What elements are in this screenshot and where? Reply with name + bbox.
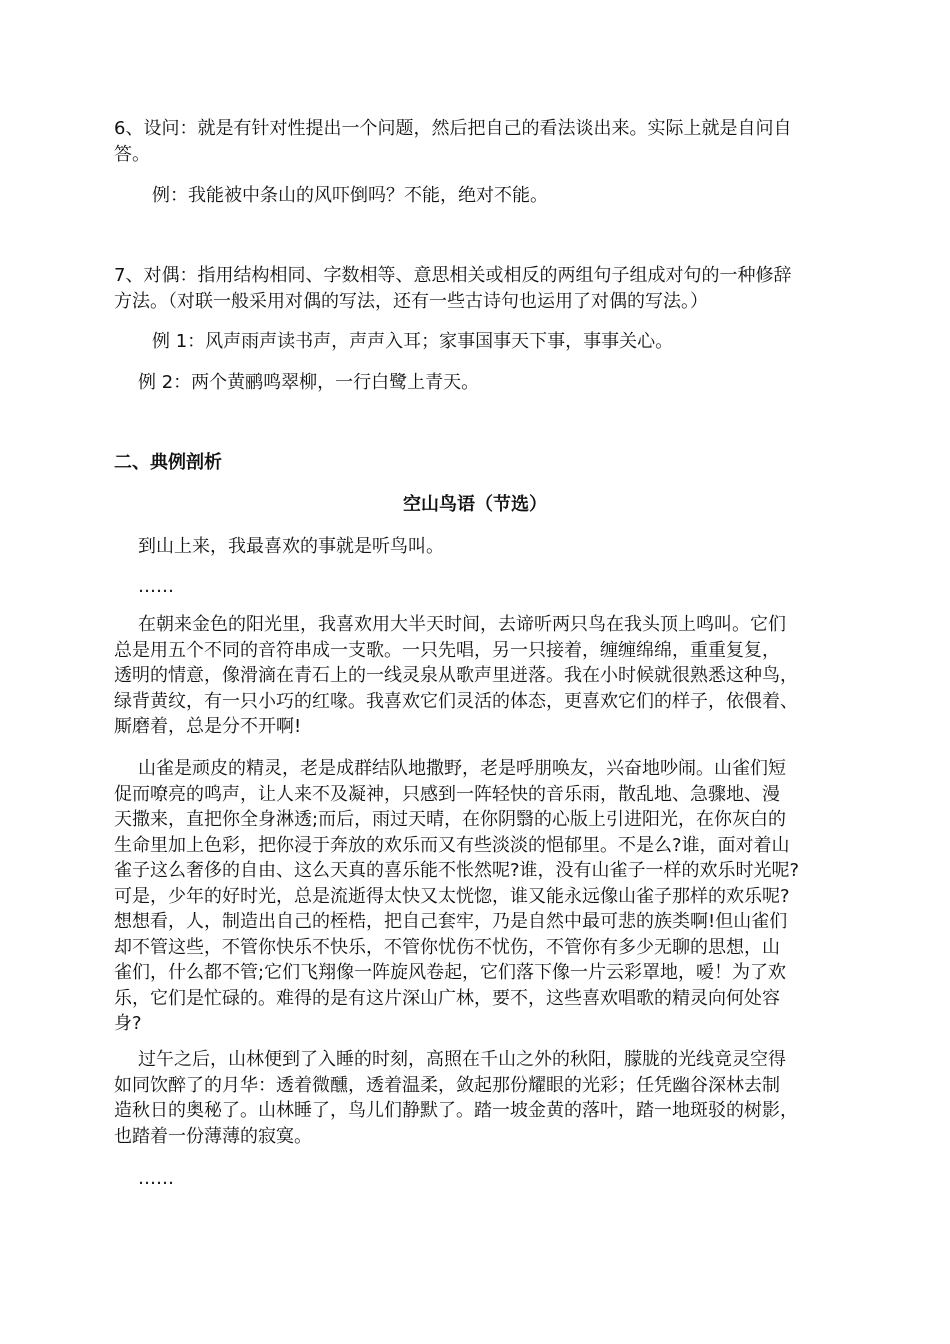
paragraph-1-line: 在朝来金色的阳光里，我喜欢用大半天时间，去谛听两只鸟在我头顶上鸣叫。它们	[138, 614, 786, 635]
item-6-line-2: 答。	[114, 143, 150, 165]
item-6-line-1: 6、设问：就是有针对性提出一个问题，然后把自己的看法谈出来。实际上就是自问自	[114, 118, 792, 139]
paragraph-2	[114, 756, 836, 1037]
paragraph-1-line: 总是用五个不同的音符串成一支歌。一只先唱，另一只接着，缠缠绵绵，重重复复，	[114, 639, 780, 661]
ellipsis-top: ……	[138, 576, 174, 597]
paragraph-3	[114, 1047, 836, 1149]
paragraph-2-line: 天撒来，直把你全身淋透;而后，雨过天晴，在你阴翳的心版上引进阳光，在你灰白的	[114, 809, 787, 830]
item-7-line-2: 方法。（对联一般采用对偶的写法，还有一些古诗句也运用了对偶的写法。）	[114, 290, 708, 312]
paragraph-1	[114, 612, 836, 740]
article-title: 空山鸟语（节选）	[403, 494, 547, 515]
section-heading: 二、典例剖析	[114, 452, 222, 473]
paragraph-3-line: 造秋日的奥秘了。山林睡了，鸟儿们静默了。踏一坡金黄的落叶，踏一地斑驳的树影，	[114, 1100, 798, 1121]
paragraph-2-line: 雀子这么奢侈的自由、这么天真的喜乐能不怅然呢?谁，没有山雀子一样的欢乐时光呢?	[114, 860, 800, 881]
paragraph-3-line: 过午之后，山林便到了入睡的时刻，高照在千山之外的秋阳，朦胧的光线竟灵空得	[138, 1049, 786, 1070]
item-7-example-2: 例 2：两个黄鹂鸣翠柳，一行白鹭上青天。	[138, 372, 480, 393]
item-6-example: 例：我能被中条山的风吓倒吗？不能，绝对不能。	[152, 185, 548, 206]
paragraph-2-line: 可是，少年的好时光，总是流逝得太快又太恍惚，谁又能永远像山雀子那样的欢乐呢?	[114, 885, 790, 907]
paragraph-2-line: 生命里加上色彩，把你浸于奔放的欢乐而又有些淡淡的悒郁里。不是么?谁，面对着山	[114, 834, 790, 856]
item-6-definition	[114, 116, 836, 167]
paragraph-2-line: 想想看，人，制造出自己的桎梏，把自己套牢，乃是自然中最可悲的族类啊!但山雀们	[114, 911, 788, 932]
ellipsis-bottom: ……	[138, 1168, 174, 1189]
item-7-example-1: 例 1：风声雨声读书声，声声入耳；家事国事天下事，事事关心。	[152, 331, 674, 352]
intro-paragraph: 到山上来，我最喜欢的事就是听鸟叫。	[138, 536, 444, 557]
paragraph-2-line: 乐，它们是忙碌的。难得的是有这片深山广林，要不，这些喜欢唱歌的精灵向何处容	[114, 987, 780, 1009]
paragraph-3-line: 如同饮醉了的月华：透着微醺，透着温柔，敛起那份耀眼的光彩；任凭幽谷深林去制	[114, 1074, 780, 1096]
paragraph-2-line: 却不管这些，不管你快乐不快乐，不管你忧伤不忧伤，不管你有多少无聊的思想，山	[114, 936, 780, 958]
item-7-definition	[114, 263, 836, 314]
paragraph-1-line: 厮磨着，总是分不开啊!	[114, 716, 302, 737]
item-7-line-1: 7、对偶：指用结构相同、字数相等、意思相关或相反的两组句子组成对句的一种修辞	[114, 265, 792, 286]
paragraph-2-line: 身?	[114, 1013, 142, 1034]
paragraph-2-line: 雀们，什么都不管;它们飞翔像一阵旋风卷起，它们落下像一片云彩罩地，嗳！为了欢	[114, 962, 787, 983]
paragraph-2-line: 山雀是顽皮的精灵，老是成群结队地撒野，老是呼朋唤友，兴奋地吵闹。山雀们短	[138, 758, 786, 779]
paragraph-1-line: 绿背黄纹，有一只小巧的红喙。我喜欢它们灵活的体态，更喜欢它们的样子，依偎着、	[114, 690, 798, 712]
paragraph-2-line: 促而嘹亮的鸣声，让人来不及凝神，只感到一阵轻快的音乐雨，散乱地、急骤地、漫	[114, 783, 780, 805]
paragraph-3-line: 也踏着一份薄薄的寂寞。	[114, 1125, 312, 1147]
paragraph-1-line: 透明的情意，像滑滴在青石上的一线灵泉从歌声里迸落。我在小时候就很熟悉这种鸟，	[114, 665, 798, 686]
